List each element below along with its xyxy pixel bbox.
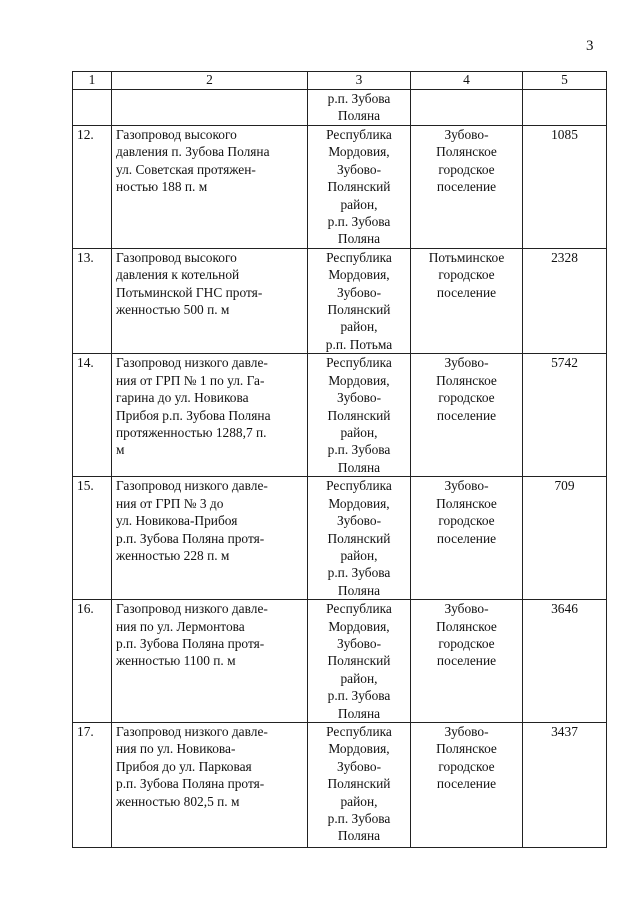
municipality-line: городское <box>438 390 495 406</box>
location-cell <box>308 722 411 847</box>
municipality-line: Полянское <box>436 741 497 757</box>
description-line: Газопровод высокого <box>116 127 237 142</box>
location-line: район, <box>340 196 378 212</box>
municipality-cell <box>411 722 523 847</box>
location-line: Полянский <box>327 530 391 546</box>
header-col-5: 5 <box>523 72 607 90</box>
description-cell <box>112 354 308 477</box>
description-line: Потьминской ГНС протя- <box>116 284 263 300</box>
location-line: Поляна <box>337 828 381 844</box>
description-line: Газопровод низкого давле- <box>116 601 268 617</box>
description-line: Газопровод низкого давле- <box>116 355 268 371</box>
location-line: Зубово- <box>336 284 382 300</box>
location-line: Республика <box>326 601 392 617</box>
description-line: ния от ГРП № 3 до <box>116 495 224 511</box>
location-line: Республика <box>326 478 392 494</box>
location-line: Мордовия, <box>328 372 390 388</box>
municipality-line: городское <box>438 635 495 651</box>
gas-pipeline-table <box>72 71 607 848</box>
description-line: ния по ул. Лермонтова <box>116 618 245 634</box>
municipality-line: поселение <box>436 653 497 669</box>
header-col-2: 2 <box>112 72 308 90</box>
location-line: Зубово- <box>336 513 382 529</box>
location-line: Зубово- <box>336 161 382 177</box>
description-line: женностью 802,5 п. м <box>116 793 240 809</box>
description-line: р.п. Зубова Поляна протя- <box>116 635 265 651</box>
municipality-cell <box>411 477 523 600</box>
location-line: Поляна <box>337 582 381 598</box>
table-row <box>73 722 607 847</box>
description-line: Газопровод низкого давле- <box>116 723 268 739</box>
description-line: Газопровод низкого давле- <box>116 478 268 494</box>
location-line: р.п. Зубова <box>327 442 391 458</box>
municipality-line: городское <box>438 161 495 177</box>
location-cell <box>308 600 411 723</box>
header-col-4: 4 <box>411 72 523 90</box>
municipality-line: Зубово- <box>444 355 489 371</box>
municipality-cell <box>411 126 523 249</box>
table-row <box>73 477 607 600</box>
description-line: женностью 1100 п. м <box>116 653 236 669</box>
municipality-line: Зубово- <box>444 478 489 494</box>
location-line: Мордовия, <box>328 267 390 283</box>
location-line: Поляна <box>337 705 381 721</box>
location-cell <box>308 248 411 353</box>
description-line: женностью 500 п. м <box>116 302 230 318</box>
municipality-line: поселение <box>436 179 497 195</box>
location-line: Республика <box>326 723 392 739</box>
location-line: р.п. Зубова <box>327 688 391 704</box>
cont-num-cell <box>73 90 112 126</box>
location-line: Поляна <box>337 231 381 247</box>
length-cell: 709 <box>523 477 607 600</box>
row-number-cell: 13. <box>73 248 112 353</box>
description-line: женностью 228 п. м <box>116 547 230 563</box>
description-line: р.п. Зубова Поляна протя- <box>116 530 265 546</box>
location-line: Зубово- <box>336 758 382 774</box>
municipality-line: Зубово- <box>444 127 489 142</box>
municipality-line: Зубово- <box>444 601 489 617</box>
location-line: Полянский <box>327 407 391 423</box>
location-line: район, <box>340 547 378 563</box>
municipality-line: Полянское <box>436 372 497 388</box>
description-line: м <box>116 442 125 458</box>
length-cell: 5742 <box>523 354 607 477</box>
municipality-line: городское <box>438 267 495 283</box>
row-number-cell: 14. <box>73 354 112 477</box>
cont-location-cell <box>308 90 411 126</box>
municipality-line: городское <box>438 758 495 774</box>
municipality-line: Потьминское <box>428 249 505 265</box>
location-line: Мордовия, <box>328 741 390 757</box>
length-cell: 3437 <box>523 722 607 847</box>
description-line: гарина до ул. Новикова <box>116 390 249 406</box>
municipality-line: Полянское <box>436 144 497 160</box>
description-line: Прибоя р.п. Зубова Поляна <box>116 407 271 423</box>
cont-description-cell <box>112 90 308 126</box>
description-line: ностью 188 п. м <box>116 179 208 195</box>
row-number-cell: 17. <box>73 722 112 847</box>
location-line: р.п. Зубова <box>327 811 391 826</box>
location-line: район, <box>340 793 378 809</box>
row-number-cell: 15. <box>73 477 112 600</box>
length-cell: 1085 <box>523 126 607 249</box>
description-cell <box>112 477 308 600</box>
description-line: ния по ул. Новикова- <box>116 741 236 757</box>
table-row <box>73 354 607 477</box>
location-line: Полянский <box>327 302 391 318</box>
cont-location-line: р.п. Зубова <box>327 91 391 106</box>
table-row <box>73 126 607 249</box>
cont-municipality-cell <box>411 90 523 126</box>
description-line: р.п. Зубова Поляна протя- <box>116 776 265 792</box>
location-cell <box>308 126 411 249</box>
municipality-line: Зубово- <box>444 723 489 739</box>
location-line: р.п. Потьма <box>325 336 393 352</box>
municipality-cell <box>411 600 523 723</box>
row-number-cell: 12. <box>73 126 112 249</box>
description-line: Прибоя до ул. Парковая <box>116 758 252 774</box>
location-line: Мордовия, <box>328 618 390 634</box>
cont-location-line: Поляна <box>337 108 381 124</box>
location-line: район, <box>340 319 378 335</box>
municipality-line: поселение <box>436 284 497 300</box>
description-cell <box>112 248 308 353</box>
length-cell: 2328 <box>523 248 607 353</box>
location-line: р.п. Зубова <box>327 214 391 230</box>
description-line: ул. Новикова-Прибоя <box>116 513 238 529</box>
description-cell <box>112 126 308 249</box>
location-line: Полянский <box>327 776 391 792</box>
header-row <box>73 72 607 90</box>
description-cell <box>112 600 308 723</box>
description-line: давления к котельной <box>116 267 240 283</box>
municipality-line: Полянское <box>436 618 497 634</box>
header-col-1: 1 <box>73 72 112 90</box>
row-number-cell: 16. <box>73 600 112 723</box>
location-line: Поляна <box>337 459 381 475</box>
location-line: Республика <box>326 249 392 265</box>
municipality-line: поселение <box>436 407 497 423</box>
location-line: район, <box>340 424 378 440</box>
header-col-3: 3 <box>308 72 411 90</box>
location-line: Республика <box>326 127 392 142</box>
location-line: р.п. Зубова <box>327 565 391 581</box>
page-number: 3 <box>586 38 594 54</box>
municipality-line: Полянское <box>436 495 497 511</box>
location-line: район, <box>340 670 378 686</box>
description-cell <box>112 722 308 847</box>
location-line: Полянский <box>327 179 391 195</box>
location-line: Зубово- <box>336 635 382 651</box>
location-line: Полянский <box>327 653 391 669</box>
table-row <box>73 600 607 723</box>
location-cell <box>308 477 411 600</box>
location-line: Республика <box>326 355 392 371</box>
cont-length-cell <box>523 90 607 126</box>
description-line: ул. Советская протяжен- <box>116 161 256 177</box>
table-header <box>73 72 607 90</box>
description-line: Газопровод высокого <box>116 249 237 265</box>
location-line: Мордовия, <box>328 495 390 511</box>
table-row <box>73 248 607 353</box>
location-line: Зубово- <box>336 390 382 406</box>
description-line: давления п. Зубова Поляна <box>116 144 270 160</box>
description-line: ния от ГРП № 1 по ул. Га- <box>116 372 265 388</box>
municipality-cell <box>411 248 523 353</box>
municipality-line: поселение <box>436 530 497 546</box>
description-line: протяженностью 1288,7 п. <box>116 424 267 440</box>
municipality-cell <box>411 354 523 477</box>
location-cell <box>308 354 411 477</box>
continuation-row <box>73 90 607 126</box>
municipality-line: поселение <box>436 776 497 792</box>
length-cell: 3646 <box>523 600 607 723</box>
location-line: Мордовия, <box>328 144 390 160</box>
municipality-line: городское <box>438 513 495 529</box>
table-body <box>73 90 607 848</box>
